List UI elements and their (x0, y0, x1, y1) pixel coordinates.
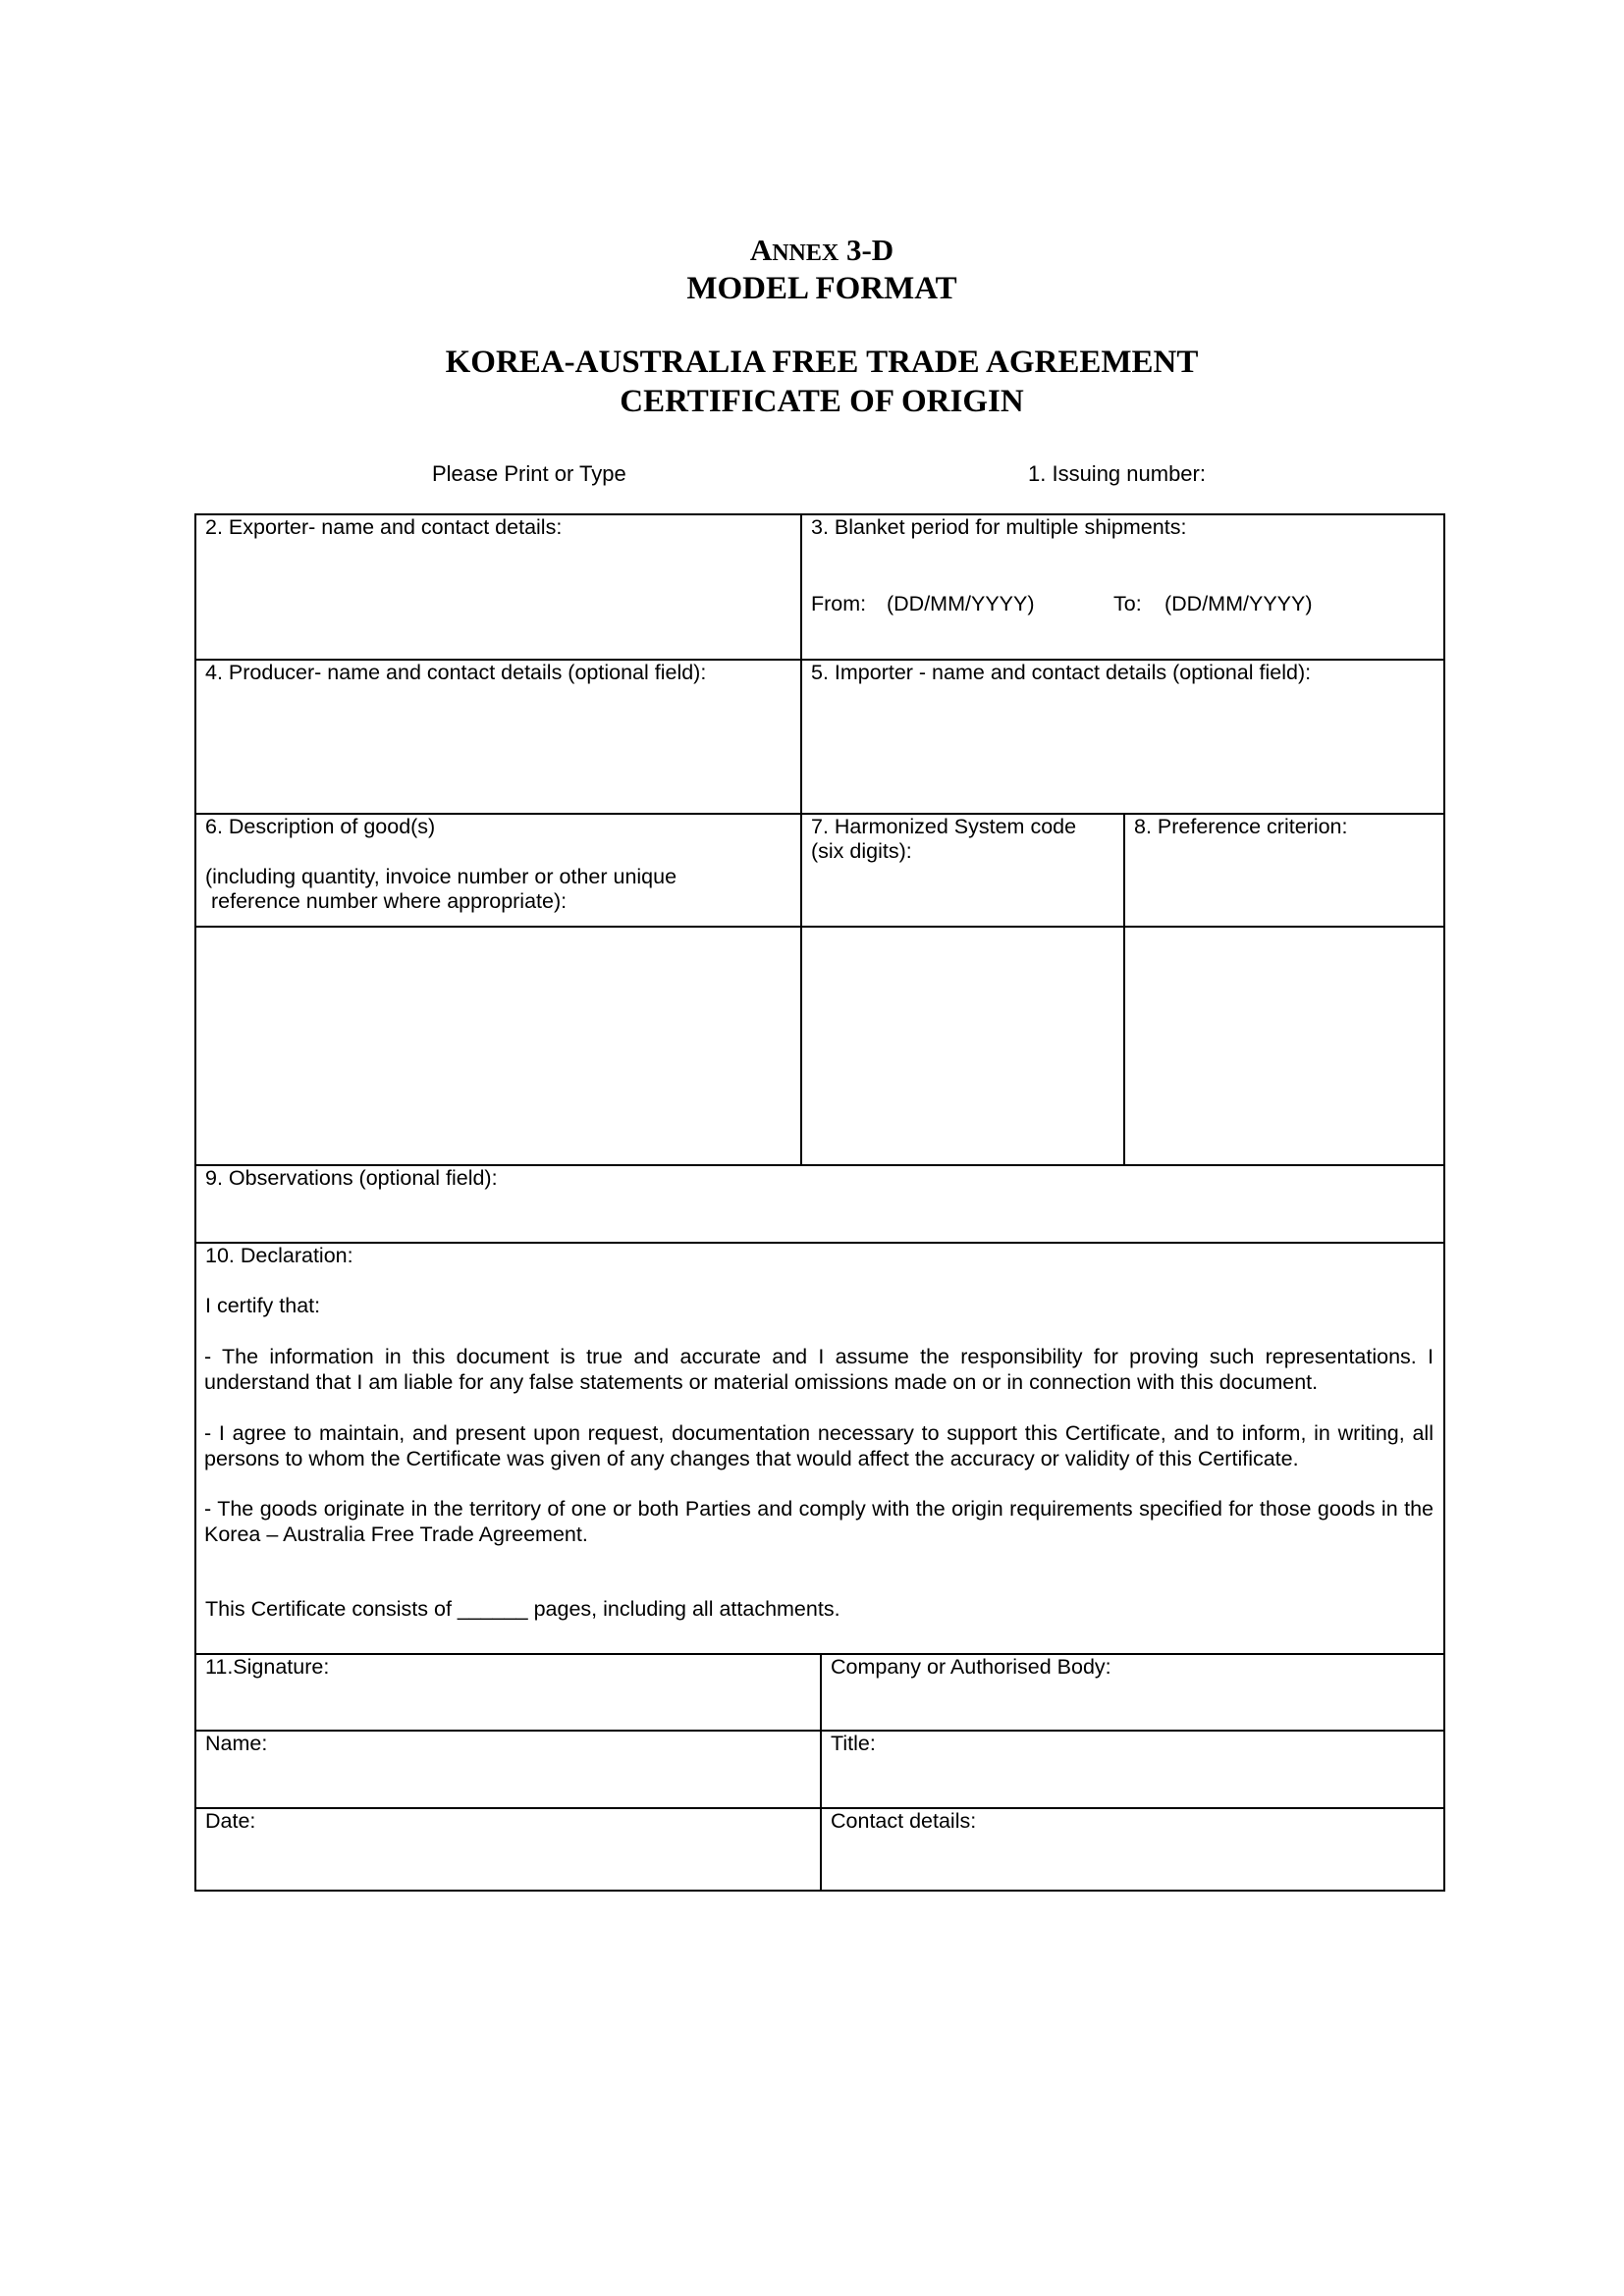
producer-label: 4. Producer- name and contact details (optional field): (205, 661, 707, 684)
from-date-format: (DD/MM/YYYY) (887, 592, 1035, 615)
description-note-line-1: (including quantity, invoice number or other unique (205, 865, 677, 888)
declaration-point-2: - I agree to maintain, and present upon request, documentation necessary to support this Certificate, and to inform, in writing, all persons to whom the Certificate was given of any changes that would affect the accuracy or validity of this Certificate. (204, 1421, 1434, 1470)
importer-label: 5. Importer - name and contact details (optional field): (811, 661, 1312, 684)
certify-statement: I certify that: (205, 1294, 321, 1317)
annex-first-letter: A (749, 233, 773, 267)
column-divider-preference (1123, 813, 1125, 1165)
hs-code-label-line-1: 7. Harmonized System code (811, 815, 1077, 838)
column-divider-main (800, 513, 802, 1165)
exporter-label: 2. Exporter- name and contact details: (205, 515, 563, 539)
name-label: Name: (205, 1732, 268, 1755)
to-label: To: (1113, 592, 1142, 615)
title-label: Title: (831, 1732, 876, 1755)
observations-label: 9. Observations (optional field): (205, 1166, 498, 1190)
annex-number: 3-D (845, 233, 894, 267)
date-label: Date: (205, 1809, 256, 1833)
declaration-title: 10. Declaration: (205, 1244, 353, 1267)
signature-row-divider-1 (194, 1730, 1445, 1732)
issuing-number-label: 1. Issuing number: (1028, 461, 1206, 486)
description-label: 6. Description of good(s) (205, 815, 436, 838)
company-label: Company or Authorised Body: (831, 1655, 1111, 1679)
pages-count-statement: This Certificate consists of ______ pages, including all attachments. (205, 1597, 840, 1621)
signature-label: 11.Signature: (205, 1655, 330, 1679)
blanket-period-label: 3. Blanket period for multiple shipments: (811, 515, 1187, 539)
preference-criterion-label: 8. Preference criterion: (1134, 815, 1348, 838)
row-divider-3 (194, 926, 1445, 928)
signature-row-divider-2 (194, 1807, 1445, 1809)
print-or-type-instruction: Please Print or Type (432, 461, 626, 486)
contact-details-label: Contact details: (831, 1809, 977, 1833)
certificate-title: CERTIFICATE OF ORIGIN (620, 384, 1024, 419)
declaration-point-1: - The information in this document is true and accurate and I assume the responsibility for proving such representations. I understand that I am liable for any false statements or material omissions made on or in connection with this document. (204, 1345, 1434, 1394)
annex-word-rest: NNEX (772, 240, 839, 266)
to-date-format: (DD/MM/YYYY) (1164, 592, 1313, 615)
from-label: From: (811, 592, 867, 615)
declaration-point-3: - The goods originate in the territory of one or both Parties and comply with the origin requirements specified for those goods in the Korea – Australia Free Trade Agreement. (204, 1497, 1434, 1546)
hs-code-label-line-2: (six digits): (811, 839, 912, 863)
annex-heading (0, 232, 1624, 272)
description-note-line-2: reference number where appropriate): (211, 889, 568, 913)
signature-column-divider (820, 1653, 822, 1892)
model-format-heading: MODEL FORMAT (686, 271, 957, 306)
agreement-title: KOREA-AUSTRALIA FREE TRADE AGREEMENT (445, 345, 1199, 380)
